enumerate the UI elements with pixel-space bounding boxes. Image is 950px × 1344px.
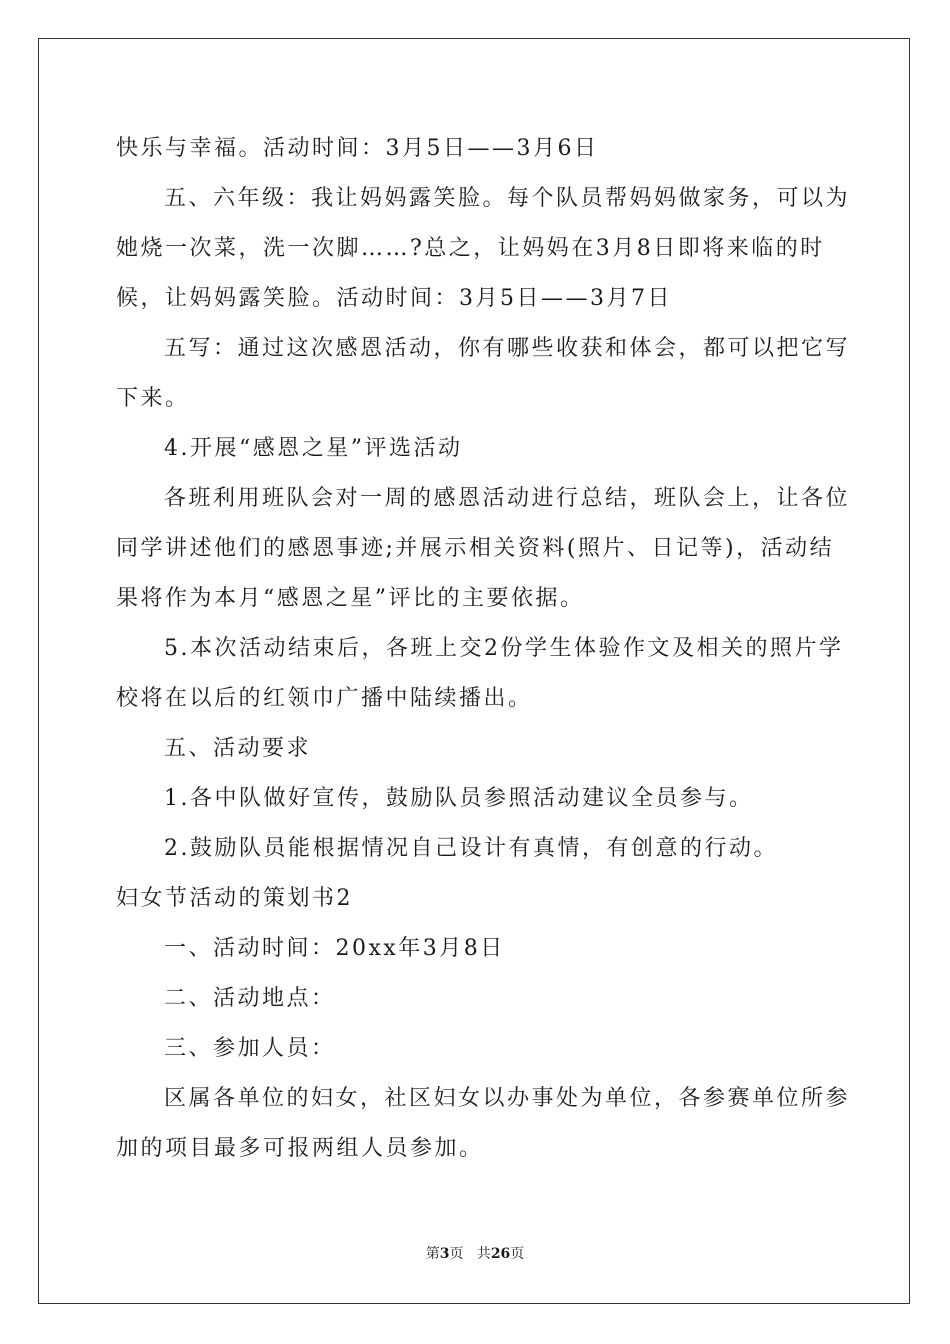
- text-line: 果将作为本月“感恩之星”评比的主要依据。: [116, 586, 585, 611]
- text-line: 快乐与幸福。活动时间：3月5日——3月6日: [116, 136, 599, 161]
- section-heading: 4.开展“感恩之星”评选活动: [164, 436, 463, 461]
- text-line: 5.本次活动结束后，各班上交2份学生体验作文及相关的照片学: [164, 636, 844, 661]
- text-line: 区属各单位的妇女，社区妇女以办事处为单位，各参赛单位所参: [164, 1086, 851, 1111]
- section-heading: 三、参加人员：: [164, 1036, 336, 1061]
- section-heading: 二、活动地点：: [164, 986, 336, 1011]
- text-line: 五写：通过这次感恩活动，你有哪些收获和体会，都可以把它写: [164, 336, 851, 361]
- list-item: 2.鼓励队员能根据情况自己设计有真情，有创意的行动。: [164, 836, 778, 861]
- list-item: 1.各中队做好宣传，鼓励队员参照活动建议全员参与。: [164, 786, 754, 811]
- section-heading: 一、活动时间：20xx年3月8日: [164, 936, 505, 961]
- footer-middle: 页 共: [449, 1246, 491, 1262]
- total-pages-number: 26: [490, 1246, 511, 1262]
- text-line: 加的项目最多可报两组人员参加。: [116, 1136, 484, 1161]
- text-line: 各班利用班队会对一周的感恩活动进行总结，班队会上，让各位: [164, 486, 851, 511]
- text-line: 候，让妈妈露笑脸。活动时间：3月5日——3月7日: [116, 286, 672, 311]
- text-line: 同学讲述他们的感恩事迹;并展示相关资料(照片、日记等)，活动结: [116, 536, 835, 561]
- document-body: [116, 124, 851, 1174]
- text-line: 下来。: [116, 386, 190, 411]
- footer-prefix: 第: [425, 1246, 440, 1262]
- current-page-number: 3: [439, 1246, 450, 1262]
- text-line: 五、六年级：我让妈妈露笑脸。每个队员帮妈妈做家务，可以为: [164, 186, 851, 211]
- section-heading: 五、活动要求: [164, 736, 312, 761]
- document-title: 妇女节活动的策划书2: [116, 886, 353, 911]
- page-footer: [0, 1244, 950, 1264]
- footer-suffix: 页: [510, 1246, 525, 1262]
- text-line: 校将在以后的红领巾广播中陆续播出。: [116, 686, 533, 711]
- text-line: 她烧一次菜，洗一次脚……?总之，让妈妈在3月8日即将来临的时: [116, 236, 825, 261]
